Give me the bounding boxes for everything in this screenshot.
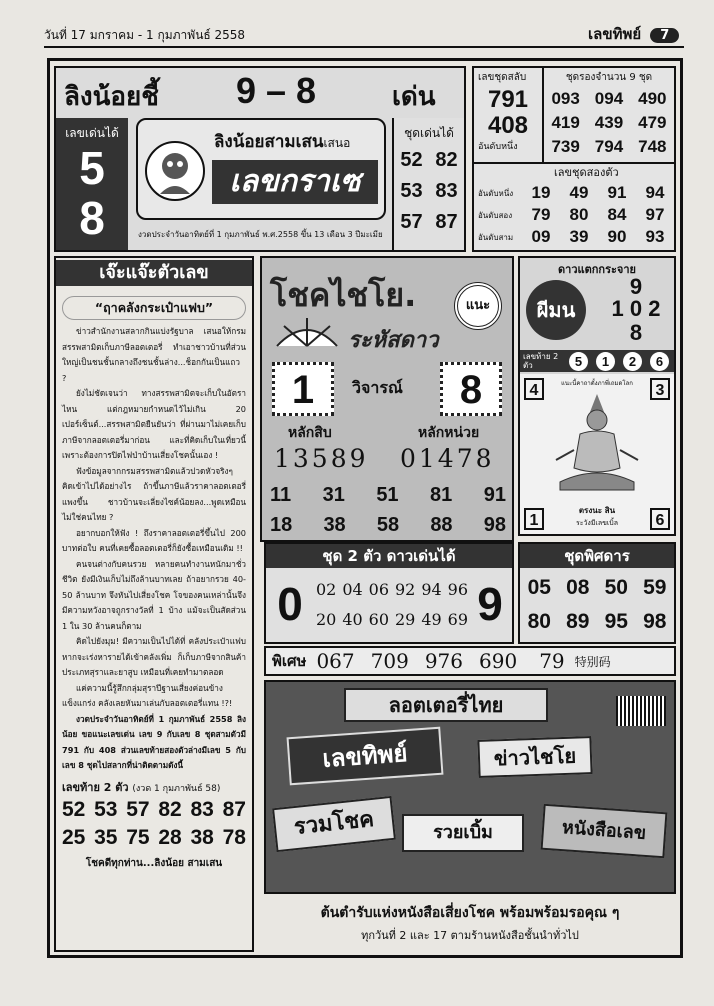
corner-tl: 4 xyxy=(524,378,544,400)
special-num-3: 976 xyxy=(424,649,463,673)
star-num-bot: 8 xyxy=(629,320,643,345)
deity-icon xyxy=(550,390,644,498)
two-digit-label: เลขชุดสองตัว xyxy=(554,166,619,179)
switch-footer: อันดับหนึ่ง xyxy=(478,142,518,152)
final-1-4: 82 xyxy=(158,797,182,821)
ss-1-2: 08 xyxy=(566,576,590,599)
star-num-mid: 1 0 2 xyxy=(611,296,661,321)
final-1-3: 57 xyxy=(126,797,150,821)
article-para-6: คิดไปยังมุม! มีความเป็นไปได้ที่ คลังประเป๋าแฟบ หากจะเร่งหารายได้เข้าคลังเพิ่ม ก็เก็บภาษีจากสินค้าประเภทสุราและยาสูบ เหมือนที่เคยทำมาตลอด xyxy=(62,636,246,677)
left-number-box xyxy=(56,118,128,250)
deity-area xyxy=(520,374,674,534)
ss-1-3: 50 xyxy=(604,576,628,599)
deity-sub: ระวังมีเลขเบิ้ล xyxy=(575,519,619,527)
two-digit-star-title: ชุด 2 ตัว ดาวเด่นได้ xyxy=(266,544,512,568)
rank-3-n4: 93 xyxy=(645,227,665,246)
mantra-text: แนะนี้คาถาตั้งภาพี่เถมดโลก xyxy=(561,380,633,387)
deity-caption: ตรงนะ สิน xyxy=(578,506,616,515)
corner-br: 6 xyxy=(650,508,670,530)
lucky-1-5: 91 xyxy=(483,484,506,506)
article-signoff: โชคดีทุกท่าน...ลิงน้อย สามเสน xyxy=(85,857,223,869)
top-banner xyxy=(54,66,466,252)
sunburst-icon xyxy=(272,314,342,348)
final-2-1: 25 xyxy=(62,825,86,849)
rank-2-n1: 79 xyxy=(531,205,551,224)
barcode-icon xyxy=(616,696,666,726)
logo-main-text: เลขกราเซ xyxy=(212,160,378,204)
newspaper-4: รวมโชค xyxy=(272,796,396,852)
special-chinese: 特别码 xyxy=(574,654,611,669)
lottery-table xyxy=(472,66,676,252)
final-label-note: (งวด 1 กุมภาพันธ์ 58) xyxy=(132,783,221,794)
newspaper-3: ข่าวไชโย xyxy=(477,736,592,778)
right-pair-2a: 53 xyxy=(400,180,423,202)
special-set-row-1 xyxy=(520,576,674,600)
lucky-2-1: 18 xyxy=(270,514,293,536)
final-label: เลขท้าย 2 ตัว xyxy=(62,780,129,794)
lucky-2-3: 58 xyxy=(376,514,400,536)
reserve-2-2: 439 xyxy=(594,113,624,132)
lucky-subbrand: ระหัสดาว xyxy=(348,328,439,353)
right-pair-1b: 82 xyxy=(435,149,458,171)
logo-box xyxy=(136,118,386,220)
lucky-row-2 xyxy=(270,514,506,537)
lucky-1-1: 11 xyxy=(270,484,292,506)
special-set-row-2 xyxy=(520,610,674,634)
two-digit-row-2 xyxy=(316,610,468,629)
tds-1-5: 94 xyxy=(421,580,442,599)
tail-circle-4: 6 xyxy=(650,352,669,371)
article-body xyxy=(62,324,246,774)
article-subtitle: “ฤาคลังกระเป๋าแฟบ” xyxy=(62,296,246,320)
page-number: 7 xyxy=(650,28,679,43)
ss-2-1: 80 xyxy=(527,610,551,633)
banner-pair: 9 – 8 xyxy=(236,70,317,111)
logo-top-suffix: เสนอ xyxy=(323,136,351,150)
newspaper-2: เลขทิพย์ xyxy=(287,727,444,786)
final-1-6: 87 xyxy=(222,797,246,821)
logo-top-text: ลิงน้อยสามเสน xyxy=(214,132,324,152)
two-digit-right: 9 xyxy=(477,578,503,630)
final-2-4: 28 xyxy=(158,825,182,849)
tens-label: หลักสิบ xyxy=(288,425,332,441)
reserve-3-3: 748 xyxy=(638,137,667,156)
switch-num-2: 408 xyxy=(487,112,529,139)
reserve-2-3: 479 xyxy=(638,113,667,132)
tens-digits: 13589 xyxy=(274,444,369,473)
article-title: เจ๊ะแจ๊ะตัวเลข xyxy=(56,260,252,286)
tds-1-3: 06 xyxy=(368,580,390,599)
final-1-1: 52 xyxy=(62,797,86,821)
corner-tr: 3 xyxy=(650,378,670,400)
star-box xyxy=(518,256,676,536)
newspaper-5: รวยเบิ้ม xyxy=(402,814,524,852)
right-pair-3a: 57 xyxy=(400,211,423,233)
banner-title xyxy=(56,68,464,118)
final-label-row xyxy=(62,778,246,796)
rank-1-n3: 91 xyxy=(607,183,627,202)
special-set xyxy=(518,542,676,644)
tail-circle-3: 2 xyxy=(623,352,642,371)
monkey-icon xyxy=(144,140,206,202)
units-label: หลักหน่วย xyxy=(418,425,480,441)
rank-3-n2: 39 xyxy=(569,227,589,246)
header-rule xyxy=(44,46,684,48)
article-para-1: ข่าวสำนักงานสลากกินแบ่งรัฐบาล เสนอให้กรมสรรพสามิตเก็บภาษีลอตเตอรี่ ทำเอาชาวบ้านที่ส่วนใหญ่เป็นชนชั้นกลางถึงชนชั้นล่าง...ช็อกกันเป็นแถว ? xyxy=(62,326,246,383)
switch-label: เลขชุดสลับ xyxy=(478,72,527,83)
final-2-6: 78 xyxy=(222,825,246,849)
reserve-1-3: 490 xyxy=(638,89,667,108)
reserve-2-1: 419 xyxy=(551,113,580,132)
lucky-left-digit: 1 xyxy=(272,362,334,416)
special-extra: 79 xyxy=(539,649,565,673)
lucky-right-digit: 8 xyxy=(440,362,502,416)
reserve-1-2: 094 xyxy=(594,89,624,108)
rank-1-n4: 94 xyxy=(645,183,665,202)
reserve-label: ชุดรองจำนวน 9 ชุด xyxy=(565,72,653,83)
final-row-2 xyxy=(62,826,246,850)
ss-2-3: 95 xyxy=(604,610,628,633)
tds-2-3: 60 xyxy=(368,610,390,629)
article-column xyxy=(54,256,254,952)
units-digits: 01478 xyxy=(400,444,495,473)
article-para-5: คนจนต่างกับคนรวย หลายคนทำงานหนักมาชั่วชีวิต ยังมีเงินเก็บไม่ถึงล้านบาทเลย ถ้าอยากรวย 40-50 ล้านบาท จึงหันไปเสี่ยงโชค โจของคนเหล่านั้นจึงมีความหวังอาจถูกรางวัลที่ 1 บ้าง แม้จะเป็นสัดส่วน 1 ใน 30 ล้านคนก็ตาม xyxy=(62,558,246,631)
lucky-panel xyxy=(260,256,514,542)
rank-2-label: อันดับสอง xyxy=(478,210,513,220)
tds-1-4: 92 xyxy=(394,580,416,599)
tds-2-1: 20 xyxy=(316,610,337,629)
star-title: ดาวแตกกระจาย xyxy=(558,263,636,276)
special-num-2: 709 xyxy=(370,649,409,673)
ss-2-4: 98 xyxy=(643,610,667,633)
final-1-2: 53 xyxy=(94,797,118,821)
special-num-4: 690 xyxy=(479,649,518,673)
left-label: เลขเด่นได้ xyxy=(65,126,119,140)
banner-title-text: ลิงน้อยชี้ xyxy=(64,82,159,112)
special-line xyxy=(264,646,676,676)
rank-2-n2: 80 xyxy=(569,205,589,224)
right-pair-2b: 83 xyxy=(435,180,458,202)
switch-num-1: 791 xyxy=(487,86,529,113)
lucky-1-3: 51 xyxy=(376,484,399,506)
lucky-1-4: 81 xyxy=(430,484,453,506)
reserve-3-2: 794 xyxy=(594,137,624,156)
tail-circle-1: 5 xyxy=(569,352,588,371)
final-2-5: 38 xyxy=(190,825,214,849)
tail-label: เลขท้าย 2 ตัว xyxy=(523,352,559,370)
lucky-brand-text: โชคไชโย. xyxy=(270,276,417,314)
header-brand xyxy=(588,22,679,46)
two-digit-left: 0 xyxy=(277,578,303,630)
corner-bl: 1 xyxy=(524,508,544,530)
newspaper-6: หนังสือเลข xyxy=(541,804,668,859)
tds-2-5: 49 xyxy=(421,610,442,629)
article-para-3: ฟังข้อมูลจากกรมสรรพสามิตแล้วปวดหัวจริงๆ คิดเข้าไปได้อย่างไร ถ้าขึ้นภาษีแล้วราคาลอตเตอรี่แพงขึ้น ชาวบ้านจะเลี่ยงไซค์น้อยลง...พูดเหมือนไม่ใช่คนไทย ? xyxy=(62,465,246,522)
rank-2-n4: 97 xyxy=(645,205,665,224)
lucky-2-4: 88 xyxy=(430,514,453,536)
lucky-2-2: 38 xyxy=(323,514,346,536)
final-2-3: 75 xyxy=(126,825,150,849)
lucky-row-1 xyxy=(270,484,506,507)
two-digit-row-1 xyxy=(316,580,468,599)
ss-1-4: 59 xyxy=(643,576,667,599)
tds-2-4: 29 xyxy=(394,610,416,629)
lucky-brand-suffix: แนะ xyxy=(454,282,502,330)
ad-tagline: ต้นตำรับแห่งหนังสือเสี่ยงโชค พร้อมพร้อมรอคุณ ๆ xyxy=(320,905,620,921)
tds-2-2: 40 xyxy=(342,610,363,629)
final-2-2: 35 xyxy=(94,825,118,849)
lucky-1-2: 31 xyxy=(322,484,345,506)
reserve-col xyxy=(544,68,674,164)
special-num-1: 067 xyxy=(316,649,355,673)
right-label: ชุดเด่นได้ xyxy=(404,126,454,140)
article-para-2: ยังไม่ชัดเจนว่า ทางสรรพสามิตจะเก็บในอัตราไหน แต่กฎหมายกำหนดไว้ไม่เกิน 20 เปอร์เซ็นต์...สรรพสามิตยืนยันว่า ที่ผ่านมาไม่เคยเก็บภาษีจากลอตเตอรี่มาก่อน และที่คิดเก็บในเที่ยวนี้ เพราะต้องการปิดไฟป่าบ้านเสี่ยงโชคนั้นเอง ! xyxy=(62,388,246,460)
rank-2-n3: 84 xyxy=(607,205,627,224)
reserve-3-1: 739 xyxy=(551,137,580,156)
rank-3-label: อันดับสาม xyxy=(478,232,514,242)
tds-1-1: 02 xyxy=(316,580,337,599)
right-pair-1a: 52 xyxy=(400,149,423,171)
newspaper-1: ลอตเตอรี่ไทย xyxy=(344,688,548,722)
special-label: พิเศษ xyxy=(272,652,307,670)
special-set-title: ชุดพิศดาร xyxy=(520,544,674,568)
rank-1-n2: 49 xyxy=(569,183,589,202)
tds-2-6: 69 xyxy=(447,610,468,629)
tds-1-2: 04 xyxy=(342,580,363,599)
left-num-2: 8 xyxy=(79,192,105,244)
ss-1-1: 05 xyxy=(527,576,551,599)
star-num-top: 9 xyxy=(629,274,643,299)
article-para-4: อยากบอกให้ฟัง ! ถึงราคาลอตเตอรี่ขึ้นไป 200 บาทต่อใบ คนที่เคยซื้อลอตเตอรี่ก็ยังซื้อเหมือนเดิม !! xyxy=(62,527,246,553)
right-pair-3b: 87 xyxy=(435,211,458,233)
tail-circle-2: 1 xyxy=(596,352,615,371)
banner-pair-suffix: เด่น xyxy=(392,82,436,112)
lucky-2-5: 98 xyxy=(483,514,506,536)
reserve-1-1: 093 xyxy=(551,89,580,108)
two-digit-section xyxy=(474,164,674,250)
article-para-7: แค่ความนี้รู้สึกกลุ่มสุราปีฐานเสี่ยงค่อนข้างแข็งแกร่ง คลังเลยหันมาเล่นกับลอตเตอรี่แทน !?! xyxy=(62,682,233,708)
rank-3-n1: 09 xyxy=(531,227,551,246)
banner-caption: งวดประจำวันอาทิตย์ที่ 1 กุมภาพันธ์ พ.ศ.2558 ขึ้น 13 เดือน 3 ปีมะเมีย xyxy=(138,230,383,239)
brand-name: เลขทิพย์ xyxy=(588,25,642,43)
ss-2-2: 89 xyxy=(566,610,590,633)
newspaper-ad xyxy=(264,680,676,894)
lucky-mid-label: วิจารณ์ xyxy=(352,378,403,397)
tds-1-6: 96 xyxy=(447,580,468,599)
star-brand: ผีมน xyxy=(526,280,586,340)
rank-1-label: อันดับหนึ่ง xyxy=(478,188,514,198)
article-para-8: งวดประจำวันอาทิตย์ที่ 1 กุมภาพันธ์ 2558 ลิงน้อย ขอแนะเลขเด่น เลข 9 กับเลข 8 ชุดสามตัวมี 791 กับ 408 ส่วนเลขท้ายสองตัวล่างมีเลข 5 กับเลข 8 ชุดไปสลากที่น่าติดตามดังนี้ xyxy=(62,713,246,770)
two-digit-star xyxy=(264,542,514,644)
tail-row xyxy=(520,350,674,372)
final-1-5: 83 xyxy=(190,797,214,821)
switch-col xyxy=(474,68,544,164)
final-row-1 xyxy=(62,798,246,822)
rank-1-n1: 19 xyxy=(531,183,551,202)
header-date: วันที่ 17 มกราคม - 1 กุมภาพันธ์ 2558 xyxy=(44,28,246,42)
rank-3-n3: 90 xyxy=(607,227,627,246)
ad-schedule: ทุกวันที่ 2 และ 17 ตามร้านหนังสือชั้นนำทั่วไป xyxy=(361,929,579,942)
left-num-1: 5 xyxy=(79,142,105,194)
right-pairs-box xyxy=(392,118,464,250)
